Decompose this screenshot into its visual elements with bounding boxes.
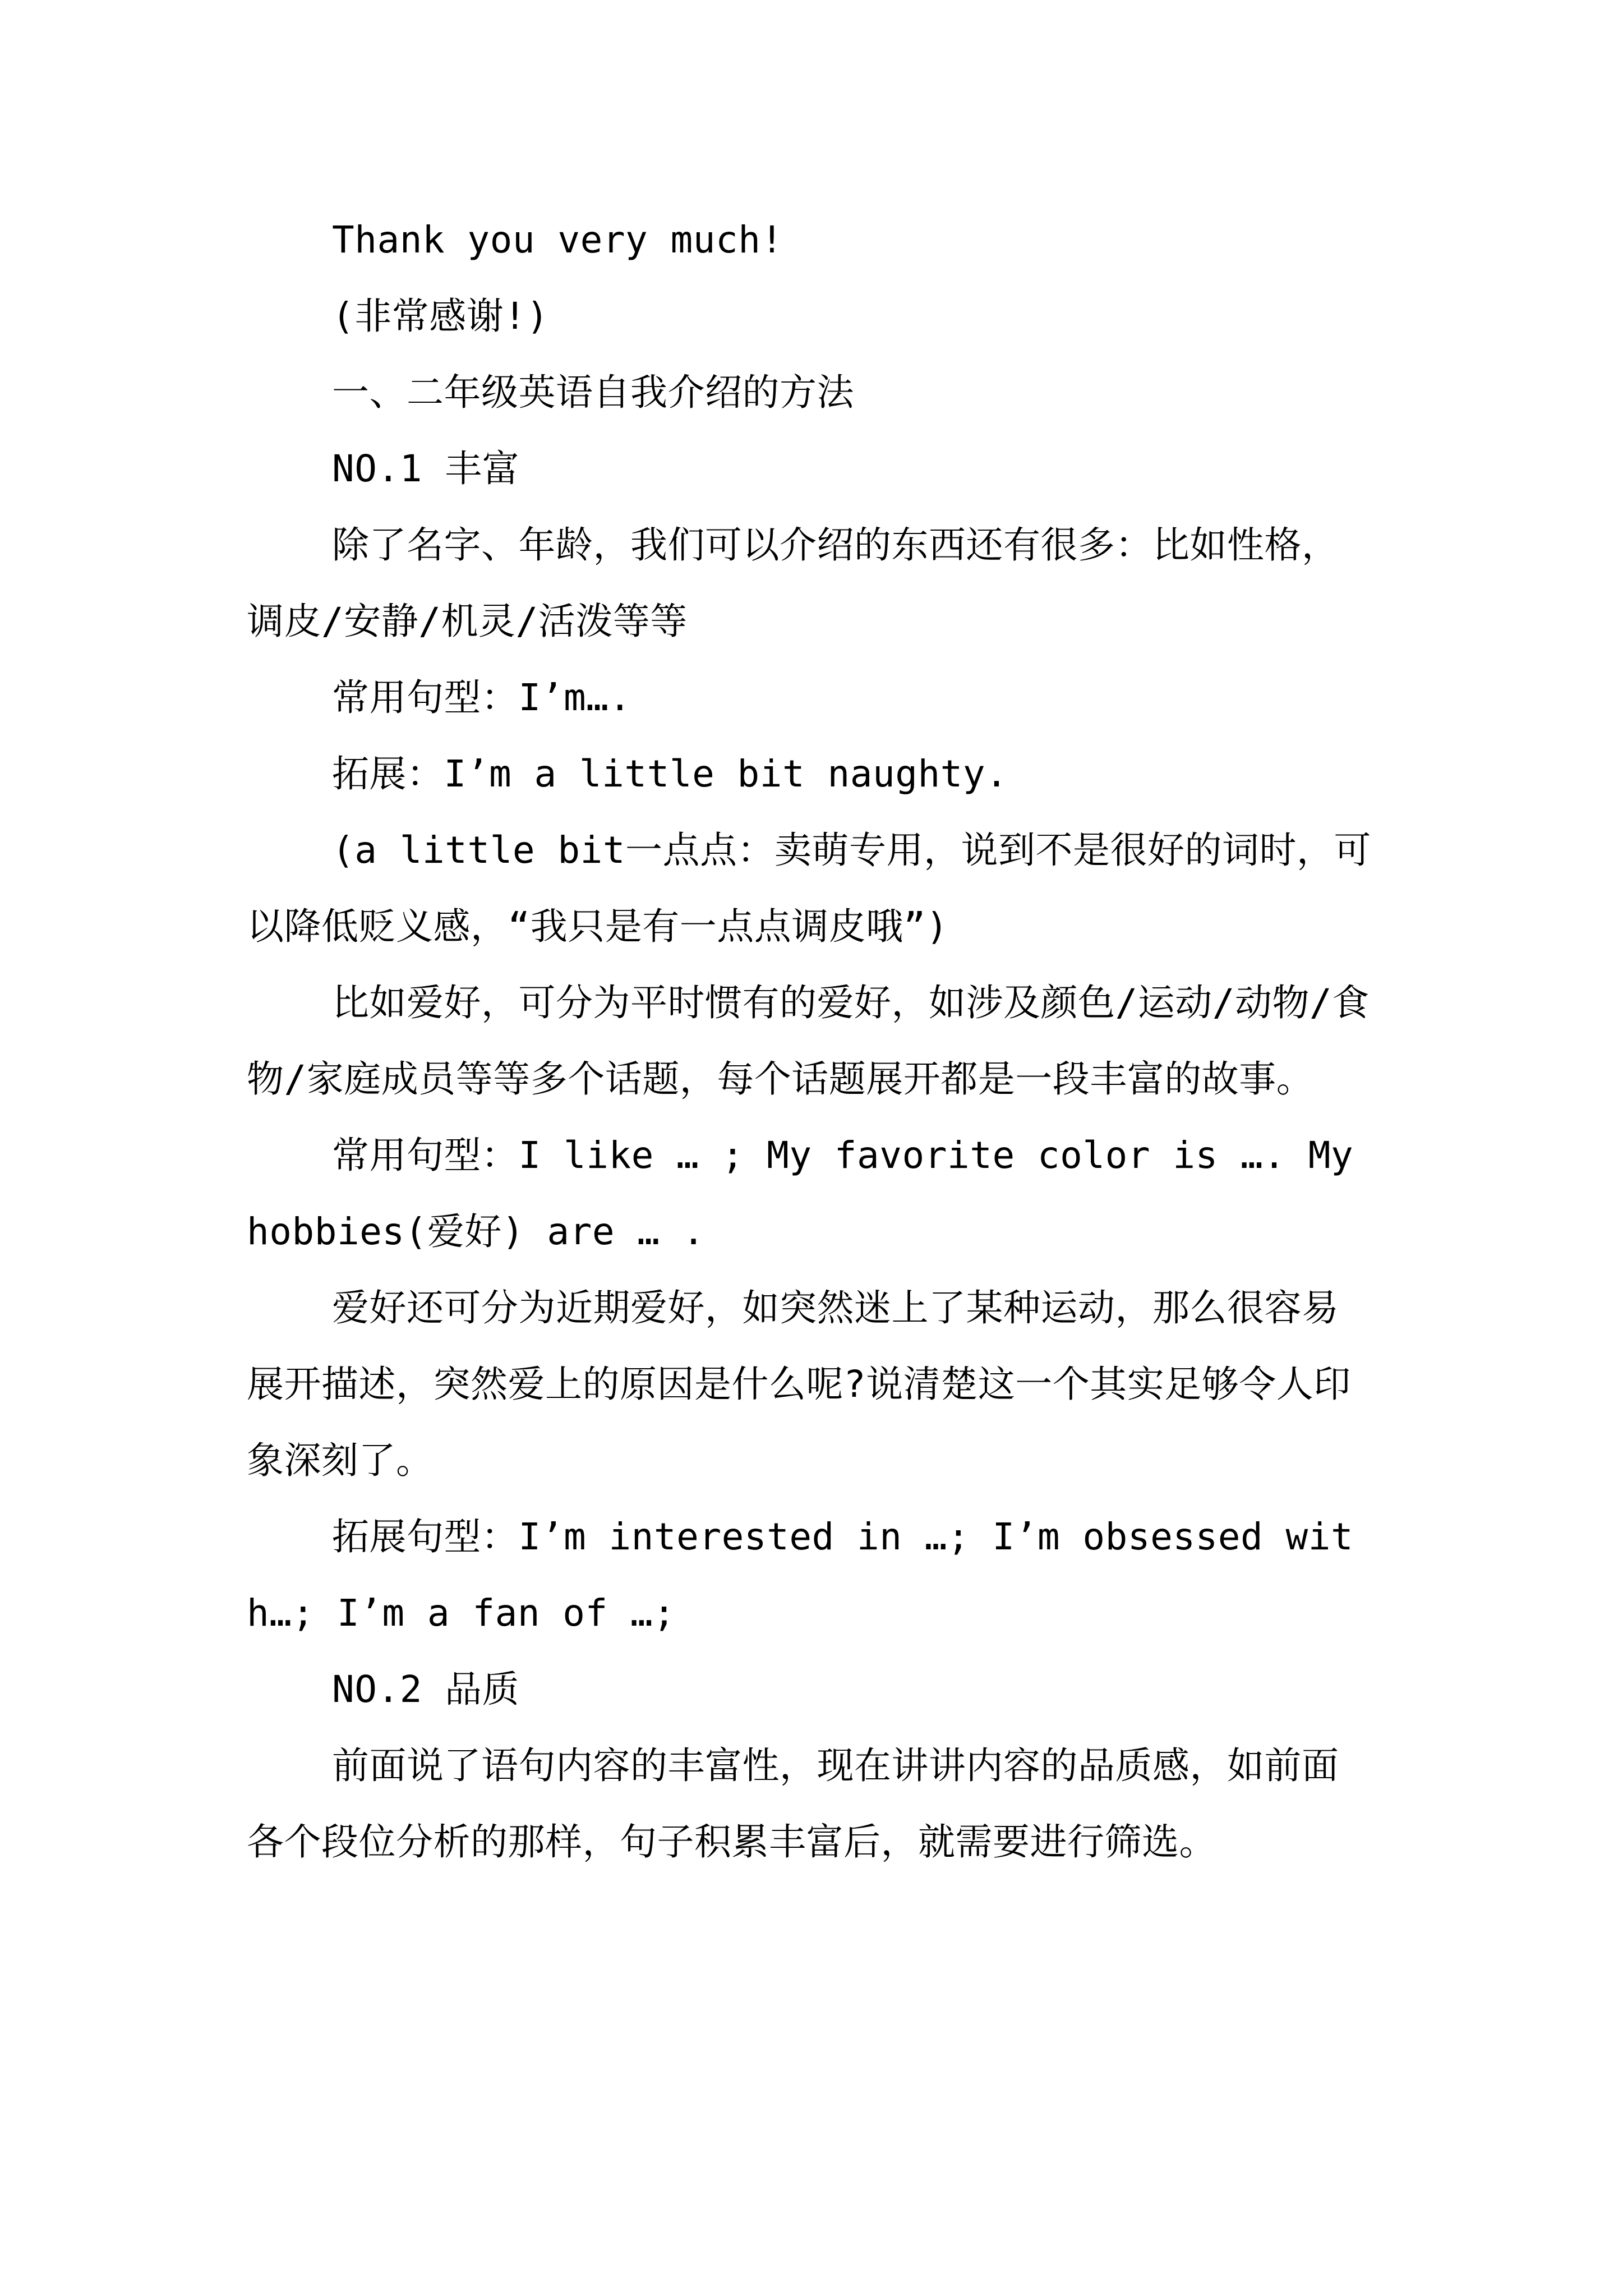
- paragraph-hobbies: 比如爱好，可分为平时惯有的爱好，如涉及颜色/运动/动物/食物/家庭成员等等多个话题，每个话题展开都是一段丰富的故事。: [247, 981, 1370, 1101]
- paragraph-thanks: Thank you very much!: [332, 218, 783, 261]
- paragraph-extension-patterns: 拓展句型：I’m interested in …; I’m obsessed with…; I’m a fan of …;: [247, 1515, 1354, 1635]
- paragraph-personality: 除了名字、年龄，我们可以介绍的东西还有很多：比如性格，调皮/安静/机灵/活泼等等: [247, 523, 1339, 643]
- subheading-no1: NO.1 丰富: [332, 447, 520, 490]
- paragraph-little-bit-note: (a little bit一点点：卖萌专用，说到不是很好的词时，可以降低贬义感，“我只是有一点点调皮哦”): [247, 829, 1372, 948]
- paragraph-extension: 拓展：I’m a little bit naughty.: [332, 752, 1008, 795]
- paragraph-hobby-patterns: 常用句型：I like … ; My favorite color is …. My hobbies(爱好) are … .: [247, 1134, 1354, 1253]
- subheading-no2: NO.2 品质: [332, 1668, 520, 1711]
- paragraph-recent-hobbies: 爱好还可分为近期爱好，如突然迷上了某种运动，那么很容易展开描述，突然爱上的原因是什么呢?说清楚这一个其实足够令人印象深刻了。: [247, 1286, 1351, 1482]
- paragraph-thanks-translation: (非常感谢!): [332, 295, 549, 338]
- paragraph-quality: 前面说了语句内容的丰富性，现在讲讲内容的品质感，如前面各个段位分析的那样，句子积累丰富后，就需要进行筛选。: [247, 1744, 1339, 1864]
- document-body: [247, 202, 1374, 1880]
- section-heading: 一、二年级英语自我介绍的方法: [332, 371, 854, 414]
- paragraph-common-pattern: 常用句型：I’m….: [332, 676, 631, 719]
